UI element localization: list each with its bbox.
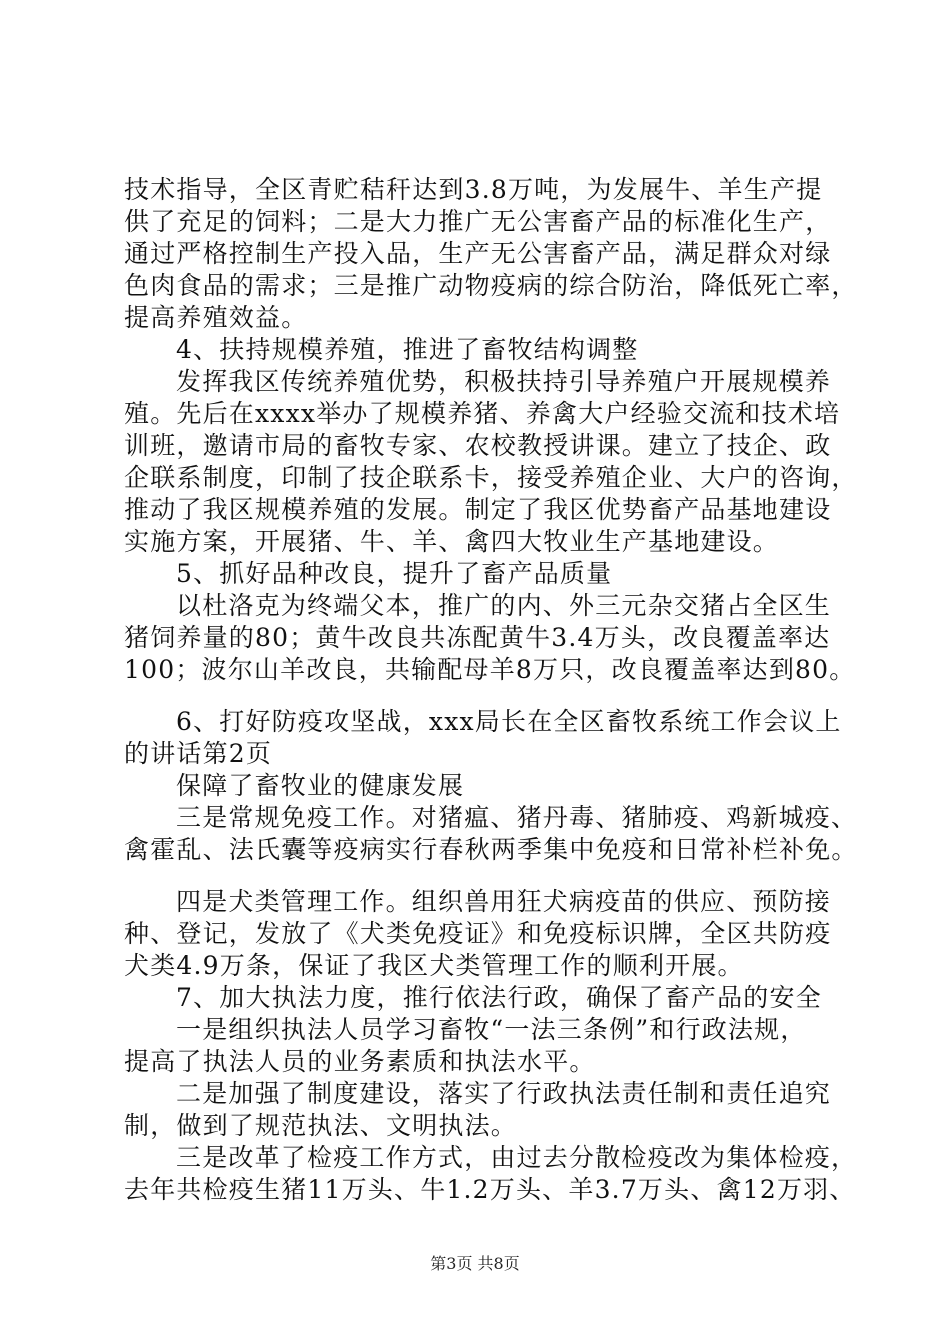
- body-text-line: 三是常规免疫工作。对猪瘟、猪丹毒、猪肺疫、鸡新城疫、: [176, 803, 858, 832]
- body-text-line: 制，做到了规范执法、文明执法。: [124, 1111, 518, 1140]
- body-text-line: 100；波尔山羊改良，共输配母羊8万只，改良覆盖率达到80。: [124, 655, 856, 684]
- section-heading: 5、抓好品种改良，提升了畜产品质量: [176, 559, 613, 588]
- body-text-line: 一是组织执法人员学习畜牧“一法三条例”和行政法规，: [176, 1015, 807, 1044]
- body-text-line: 四是犬类管理工作。组织兽用狂犬病疫苗的供应、预防接: [176, 887, 832, 916]
- body-text-line: 训班，邀请市局的畜牧专家、农校教授讲课。建立了技企、政: [124, 431, 832, 460]
- body-text-line: 二是加强了制度建设，落实了行政执法责任制和责任追究: [176, 1079, 832, 1108]
- body-text-line: 推动了我区规模养殖的发展。制定了我区优势畜产品基地建设: [124, 495, 832, 524]
- body-text-line: 实施方案，开展猪、牛、羊、禽四大牧业生产基地建设。: [124, 527, 780, 556]
- body-text-line: 种、登记，发放了《犬类免疫证》和免疫标识牌，全区共防疫: [124, 919, 832, 948]
- section-heading: 6、打好防疫攻坚战，xxx局长在全区畜牧系统工作会议上: [176, 707, 842, 736]
- body-text-line: 禽霍乱、法氏囊等疫病实行春秋两季集中免疫和日常补栏补免。: [124, 835, 858, 864]
- body-text-line: 发挥我区传统养殖优势，积极扶持引导养殖户开展规模养: [176, 367, 832, 396]
- body-text-line: 供了充足的饲料；二是大力推广无公害畜产品的标准化生产，: [124, 207, 832, 236]
- body-text-line: 猪饲养量的80；黄牛改良共冻配黄牛3.4万头，改良覆盖率达: [124, 623, 831, 652]
- body-text-line: 保障了畜牧业的健康发展: [176, 771, 465, 800]
- body-text-line: 去年共检疫生猪11万头、牛1.2万头、羊3.7万头、禽12万羽、: [124, 1175, 856, 1204]
- body-text-line: 犬类4.9万条，保证了我区犬类管理工作的顺利开展。: [124, 951, 744, 980]
- body-text-line: 提高养殖效益。: [124, 303, 308, 332]
- page-number-footer: 第3页 共8页: [430, 1254, 520, 1273]
- body-text-line: 提高了执法人员的业务素质和执法水平。: [124, 1047, 596, 1076]
- body-text-line: 三是改革了检疫工作方式，由过去分散检疫改为集体检疫，: [176, 1143, 858, 1172]
- body-text-line: 技术指导，全区青贮秸秆达到3.8万吨，为发展牛、羊生产提: [124, 175, 823, 204]
- body-text-line: 的讲话第2页: [124, 739, 273, 768]
- body-text-line: 企联系制度，印制了技企联系卡，接受养殖企业、大户的咨询，: [124, 463, 858, 492]
- body-text-line: 殖。先后在xxxx举办了规模养猪、养禽大户经验交流和技术培: [124, 399, 841, 428]
- body-text-line: 色肉食品的需求；三是推广动物疫病的综合防治，降低死亡率，: [124, 271, 858, 300]
- body-text-line: 以杜洛克为终端父本，推广的内、外三元杂交猪占全区生: [176, 591, 832, 620]
- body-text-line: 通过严格控制生产投入品，生产无公害畜产品，满足群众对绿: [124, 239, 832, 268]
- section-heading: 7、加大执法力度，推行依法行政，确保了畜产品的安全: [176, 983, 822, 1012]
- section-heading: 4、扶持规模养殖，推进了畜牧结构调整: [176, 335, 639, 364]
